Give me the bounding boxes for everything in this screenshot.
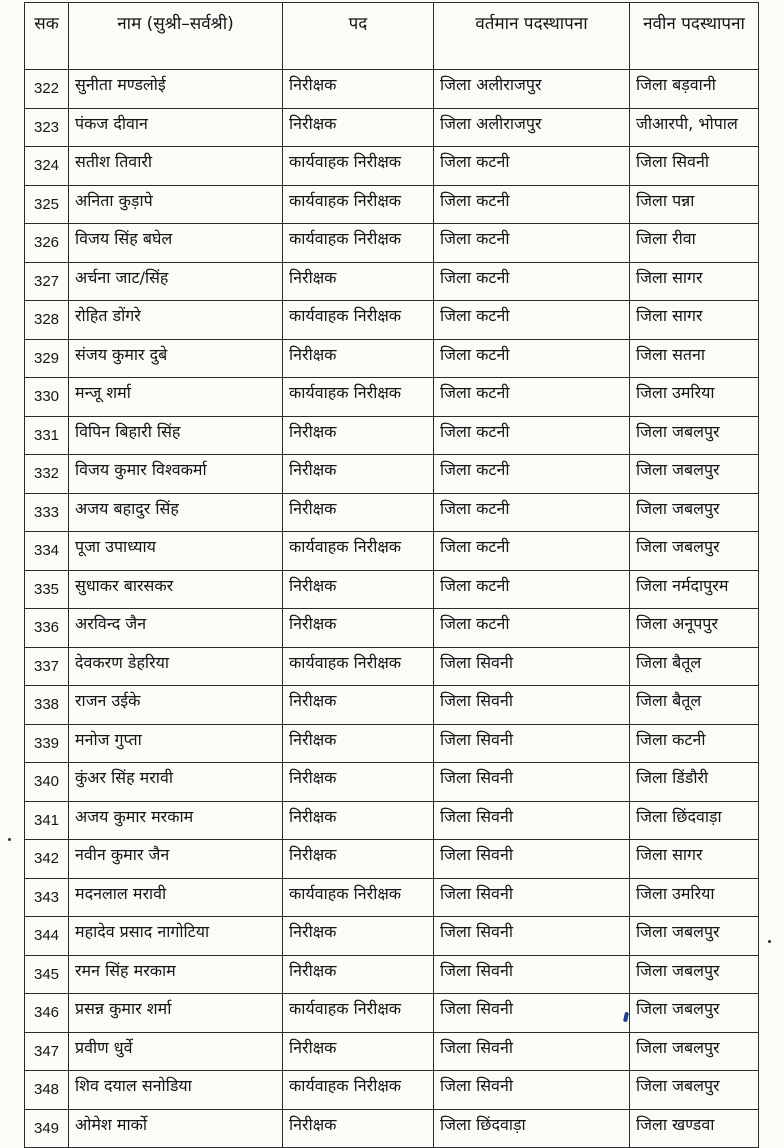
new-posting-cell: जिला बड़वानी — [630, 70, 759, 109]
table-row — [25, 224, 759, 263]
serial-number-cell: 331 — [25, 416, 69, 455]
table-row — [25, 1032, 759, 1071]
serial-number-cell: 337 — [25, 647, 69, 686]
new-posting-cell: जिला जबलपुर — [630, 1071, 759, 1110]
serial-number-cell: 343 — [25, 878, 69, 917]
current-posting-cell: जिला कटनी — [434, 301, 630, 340]
employee-name-cell: शिव दयाल सनोडिया — [69, 1071, 283, 1110]
post-cell: कार्यवाहक निरीक्षक — [283, 1071, 434, 1110]
current-posting-cell: जिला सिवनी — [434, 801, 630, 840]
new-posting-cell: जिला बैतूल — [630, 686, 759, 725]
current-posting-cell: जिला सिवनी — [434, 1071, 630, 1110]
employee-name-cell: सुधाकर बारसकर — [69, 570, 283, 609]
serial-number-cell: 344 — [25, 917, 69, 956]
post-cell: निरीक्षक — [283, 1032, 434, 1071]
current-posting-cell: जिला सिवनी — [434, 763, 630, 802]
new-posting-cell: जिला जबलपुर — [630, 493, 759, 532]
serial-number-cell: 330 — [25, 378, 69, 417]
new-posting-cell: जिला सागर — [630, 301, 759, 340]
serial-number-cell: 348 — [25, 1071, 69, 1110]
table-row — [25, 763, 759, 802]
current-posting-cell: जिला कटनी — [434, 262, 630, 301]
current-posting-cell: जिला कटनी — [434, 339, 630, 378]
table-row — [25, 493, 759, 532]
post-cell: निरीक्षक — [283, 455, 434, 494]
post-cell: कार्यवाहक निरीक्षक — [283, 878, 434, 917]
current-posting-cell: जिला सिवनी — [434, 840, 630, 879]
new-posting-cell: जिला रीवा — [630, 224, 759, 263]
table-row — [25, 1109, 759, 1148]
current-posting-cell: जिला छिंदवाड़ा — [434, 1109, 630, 1148]
current-posting-cell: जिला कटनी — [434, 570, 630, 609]
table-row — [25, 262, 759, 301]
employee-name-cell: मदनलाल मरावी — [69, 878, 283, 917]
new-posting-cell: जिला जबलपुर — [630, 532, 759, 571]
table-row — [25, 532, 759, 571]
current-posting-cell: जिला सिवनी — [434, 878, 630, 917]
table-row — [25, 416, 759, 455]
new-posting-cell: जिला जबलपुर — [630, 1032, 759, 1071]
new-posting-cell: जिला सागर — [630, 840, 759, 879]
employee-name-cell: कुंअर सिंह मरावी — [69, 763, 283, 802]
table-row — [25, 70, 759, 109]
serial-number-cell: 336 — [25, 609, 69, 648]
current-posting-cell: जिला कटनी — [434, 609, 630, 648]
new-posting-cell: जिला सतना — [630, 339, 759, 378]
post-cell: निरीक्षक — [283, 840, 434, 879]
current-posting-cell: जिला अलीराजपुर — [434, 108, 630, 147]
current-posting-cell: जिला सिवनी — [434, 994, 630, 1033]
new-posting-cell: जिला डिंडौरी — [630, 763, 759, 802]
employee-name-cell: अनिता कुड़ापे — [69, 185, 283, 224]
new-posting-cell: जिला खण्डवा — [630, 1109, 759, 1148]
current-posting-cell: जिला सिवनी — [434, 917, 630, 956]
new-posting-cell: जिला जबलपुर — [630, 917, 759, 956]
serial-number-cell: 347 — [25, 1032, 69, 1071]
post-cell: कार्यवाहक निरीक्षक — [283, 224, 434, 263]
post-cell: निरीक्षक — [283, 108, 434, 147]
serial-number-cell: 323 — [25, 108, 69, 147]
table-row — [25, 724, 759, 763]
serial-number-cell: 328 — [25, 301, 69, 340]
new-posting-cell: जिला जबलपुर — [630, 455, 759, 494]
employee-name-cell: प्रसन्न कुमार शर्मा — [69, 994, 283, 1033]
header-serial: सक — [25, 3, 69, 70]
table-row — [25, 994, 759, 1033]
table-row — [25, 147, 759, 186]
post-cell: निरीक्षक — [283, 339, 434, 378]
post-cell: कार्यवाहक निरीक्षक — [283, 147, 434, 186]
post-cell: कार्यवाहक निरीक्षक — [283, 532, 434, 571]
table-row — [25, 878, 759, 917]
new-posting-cell: जिला छिंदवाड़ा — [630, 801, 759, 840]
employee-name-cell: विपिन बिहारी सिंह — [69, 416, 283, 455]
employee-name-cell: महादेव प्रसाद नागोटिया — [69, 917, 283, 956]
current-posting-cell: जिला सिवनी — [434, 647, 630, 686]
post-cell: निरीक्षक — [283, 493, 434, 532]
post-cell: निरीक्षक — [283, 763, 434, 802]
current-posting-cell: जिला सिवनी — [434, 1032, 630, 1071]
employee-name-cell: पूजा उपाध्याय — [69, 532, 283, 571]
serial-number-cell: 325 — [25, 185, 69, 224]
employee-name-cell: ओमेश मार्को — [69, 1109, 283, 1148]
post-cell: निरीक्षक — [283, 609, 434, 648]
post-cell: निरीक्षक — [283, 1109, 434, 1148]
current-posting-cell: जिला कटनी — [434, 378, 630, 417]
employee-name-cell: प्रवीण धुर्वे — [69, 1032, 283, 1071]
table-row — [25, 570, 759, 609]
post-cell: निरीक्षक — [283, 955, 434, 994]
serial-number-cell: 340 — [25, 763, 69, 802]
post-cell: कार्यवाहक निरीक्षक — [283, 378, 434, 417]
employee-name-cell: संजय कुमार दुबे — [69, 339, 283, 378]
employee-name-cell: राजन उईके — [69, 686, 283, 725]
header-post: पद — [283, 3, 434, 70]
header-row — [25, 3, 759, 70]
header-name: नाम (सुश्री–सर्वश्री) — [69, 3, 283, 70]
table-row — [25, 378, 759, 417]
employee-name-cell: सुनीता मण्डलोई — [69, 70, 283, 109]
table-row — [25, 1071, 759, 1110]
employee-name-cell: रोहित डोंगरे — [69, 301, 283, 340]
current-posting-cell: जिला सिवनी — [434, 724, 630, 763]
new-posting-cell: जिला नर्मदापुरम — [630, 570, 759, 609]
post-cell: निरीक्षक — [283, 686, 434, 725]
new-posting-cell: जिला जबलपुर — [630, 416, 759, 455]
serial-number-cell: 327 — [25, 262, 69, 301]
table-header — [25, 3, 759, 70]
post-cell: कार्यवाहक निरीक्षक — [283, 185, 434, 224]
serial-number-cell: 339 — [25, 724, 69, 763]
serial-number-cell: 324 — [25, 147, 69, 186]
post-cell: कार्यवाहक निरीक्षक — [283, 647, 434, 686]
employee-name-cell: विजय कुमार विश्वकर्मा — [69, 455, 283, 494]
serial-number-cell: 346 — [25, 994, 69, 1033]
table-row — [25, 185, 759, 224]
transfer-table — [24, 2, 759, 1148]
current-posting-cell: जिला कटनी — [434, 455, 630, 494]
speck — [768, 940, 771, 943]
employee-name-cell: नवीन कुमार जैन — [69, 840, 283, 879]
serial-number-cell: 329 — [25, 339, 69, 378]
table-row — [25, 955, 759, 994]
employee-name-cell: रमन सिंह मरकाम — [69, 955, 283, 994]
post-cell: निरीक्षक — [283, 570, 434, 609]
current-posting-cell: जिला कटनी — [434, 185, 630, 224]
post-cell: निरीक्षक — [283, 262, 434, 301]
table-body — [25, 70, 759, 1148]
table-row — [25, 917, 759, 956]
employee-name-cell: अरविन्द जैन — [69, 609, 283, 648]
employee-name-cell: अजय कुमार मरकाम — [69, 801, 283, 840]
current-posting-cell: जिला कटनी — [434, 224, 630, 263]
table-row — [25, 339, 759, 378]
new-posting-cell: जिला उमरिया — [630, 378, 759, 417]
post-cell: निरीक्षक — [283, 416, 434, 455]
serial-number-cell: 341 — [25, 801, 69, 840]
serial-number-cell: 334 — [25, 532, 69, 571]
serial-number-cell: 342 — [25, 840, 69, 879]
table-row — [25, 647, 759, 686]
serial-number-cell: 332 — [25, 455, 69, 494]
header-current-posting: वर्तमान पदस्थापना — [434, 3, 630, 70]
employee-name-cell: पंकज दीवान — [69, 108, 283, 147]
serial-number-cell: 322 — [25, 70, 69, 109]
new-posting-cell: जिला जबलपुर — [630, 994, 759, 1033]
current-posting-cell: जिला कटनी — [434, 493, 630, 532]
new-posting-cell: जिला बैतूल — [630, 647, 759, 686]
post-cell: निरीक्षक — [283, 724, 434, 763]
table-row — [25, 455, 759, 494]
post-cell: निरीक्षक — [283, 70, 434, 109]
current-posting-cell: जिला कटनी — [434, 416, 630, 455]
employee-name-cell: देवकरण डेहरिया — [69, 647, 283, 686]
new-posting-cell: जिला कटनी — [630, 724, 759, 763]
serial-number-cell: 338 — [25, 686, 69, 725]
new-posting-cell: जिला सिवनी — [630, 147, 759, 186]
post-cell: निरीक्षक — [283, 917, 434, 956]
employee-name-cell: विजय सिंह बघेल — [69, 224, 283, 263]
employee-name-cell: मन्जू शर्मा — [69, 378, 283, 417]
current-posting-cell: जिला अलीराजपुर — [434, 70, 630, 109]
serial-number-cell: 335 — [25, 570, 69, 609]
serial-number-cell: 333 — [25, 493, 69, 532]
new-posting-cell: जिला सागर — [630, 262, 759, 301]
employee-name-cell: अजय बहादुर सिंह — [69, 493, 283, 532]
post-cell: निरीक्षक — [283, 801, 434, 840]
new-posting-cell: जिला पन्ना — [630, 185, 759, 224]
table-row — [25, 686, 759, 725]
transfer-list-sheet — [24, 2, 758, 1148]
table-row — [25, 108, 759, 147]
serial-number-cell: 345 — [25, 955, 69, 994]
table-row — [25, 301, 759, 340]
new-posting-cell: जीआरपी, भोपाल — [630, 108, 759, 147]
table-row — [25, 609, 759, 648]
speck — [8, 838, 11, 841]
current-posting-cell: जिला कटनी — [434, 532, 630, 571]
current-posting-cell: जिला कटनी — [434, 147, 630, 186]
current-posting-cell: जिला सिवनी — [434, 686, 630, 725]
new-posting-cell: जिला उमरिया — [630, 878, 759, 917]
employee-name-cell: अर्चना जाट/सिंह — [69, 262, 283, 301]
employee-name-cell: मनोज गुप्ता — [69, 724, 283, 763]
serial-number-cell: 326 — [25, 224, 69, 263]
new-posting-cell: जिला अनूपपुर — [630, 609, 759, 648]
header-new-posting: नवीन पदस्थापना — [630, 3, 759, 70]
table-row — [25, 801, 759, 840]
new-posting-cell: जिला जबलपुर — [630, 955, 759, 994]
current-posting-cell: जिला सिवनी — [434, 955, 630, 994]
post-cell: कार्यवाहक निरीक्षक — [283, 301, 434, 340]
employee-name-cell: सतीश तिवारी — [69, 147, 283, 186]
table-row — [25, 840, 759, 879]
post-cell: कार्यवाहक निरीक्षक — [283, 994, 434, 1033]
serial-number-cell: 349 — [25, 1109, 69, 1148]
